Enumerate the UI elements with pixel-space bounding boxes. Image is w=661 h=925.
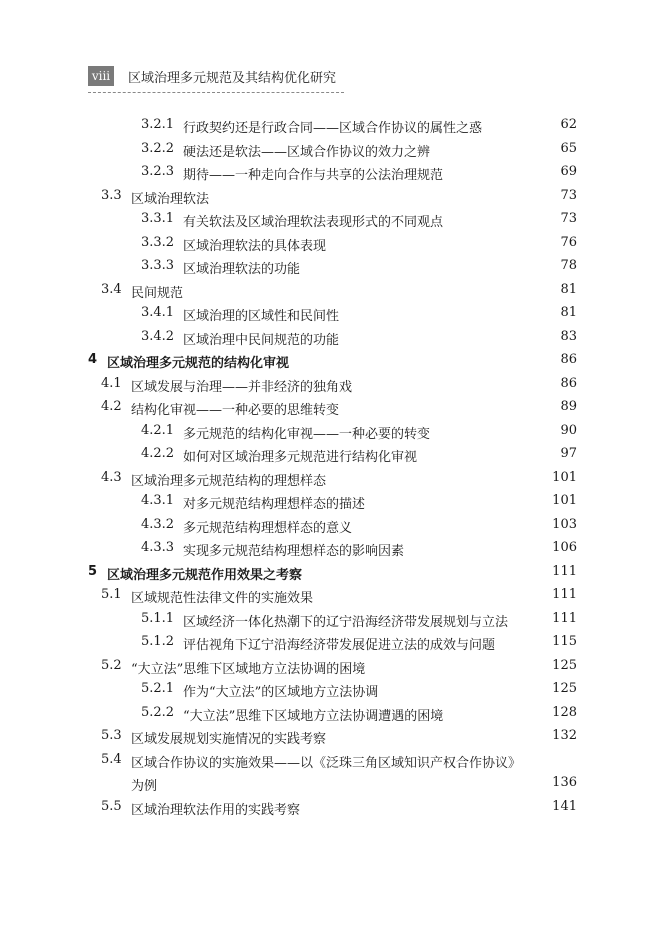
toc-entry-title: 期待——一种走向合作与共享的公法治理规范 [183, 168, 444, 183]
toc-entry-title: 区域治理中民间规范的功能 [183, 332, 340, 348]
toc-entry-page: 73 [560, 187, 577, 203]
toc-entry[interactable] [0, 681, 661, 703]
toc-entry[interactable] [0, 282, 661, 304]
toc-entry[interactable] [0, 540, 661, 562]
toc-entry-number: 4.3.2 [141, 516, 175, 532]
toc-entry-title: 多元规范结构理想样态的意义 [183, 520, 353, 536]
header-divider [88, 92, 344, 93]
running-title: 区域治理多元规范及其结构优化研究 [128, 71, 337, 86]
toc-entry-page: 132 [552, 728, 577, 743]
toc-entry-title: 评估视角下辽宁沿海经济带发展促进立法的成效与问题 [183, 638, 496, 653]
toc-entry-number: 4 [88, 352, 98, 367]
toc-entry-title: 为例 [131, 779, 158, 794]
toc-entry-page: 125 [552, 681, 577, 696]
toc-entry[interactable] [0, 188, 661, 210]
toc-entry[interactable] [0, 775, 661, 797]
toc-entry-page: 86 [560, 352, 577, 367]
toc-entry[interactable] [0, 376, 661, 398]
toc-entry-title: 对多元规范结构理想样态的描述 [183, 497, 366, 512]
toc-entry-page: 86 [560, 375, 577, 391]
toc-entry-page: 125 [552, 657, 577, 673]
toc-entry-number: 4.3 [101, 469, 122, 485]
toc-entry[interactable] [0, 164, 661, 186]
toc-entry[interactable] [0, 728, 661, 750]
toc-entry-title: 结构化审视——一种必要的思维转变 [131, 403, 340, 418]
toc-entry-page: 115 [552, 634, 577, 649]
toc-entry[interactable] [0, 446, 661, 468]
toc-entry-title: 区域经济一体化热潮下的辽宁沿海经济带发展规划与立法 [183, 614, 509, 630]
toc-entry-number: 4.3.3 [141, 540, 175, 555]
toc-entry-page: 83 [560, 328, 577, 344]
toc-entry-number: 3.2.2 [141, 140, 175, 156]
toc-entry-title: 区域治理软法的功能 [183, 262, 301, 277]
toc-entry[interactable] [0, 658, 661, 680]
toc-entry-page: 101 [552, 469, 577, 485]
toc-entry[interactable] [0, 141, 661, 163]
toc-entry-page: 76 [560, 234, 577, 250]
toc-entry-number: 3.3.1 [141, 211, 175, 226]
toc-entry-page: 78 [560, 258, 577, 273]
toc-entry-page: 111 [552, 563, 577, 579]
toc-entry-number: 3.2.3 [141, 164, 175, 179]
toc-entry[interactable] [0, 587, 661, 609]
toc-entry-number: 5 [88, 563, 98, 579]
toc-entry-title: 区域治理多元规范结构的理想样态 [131, 473, 327, 489]
toc-entry-title: “大立法”思维下区域地方立法协调的困境 [131, 661, 366, 677]
toc-entry-title: 作为“大立法”的区域地方立法协调 [183, 685, 379, 700]
toc-entry-number: 4.2.1 [141, 422, 175, 438]
toc-entry[interactable] [0, 611, 661, 633]
toc-entry-number: 5.4 [101, 751, 122, 767]
toc-entry-page: 136 [552, 775, 577, 790]
toc-entry[interactable] [0, 799, 661, 821]
toc-entry-title: 行政契约还是行政合同——区域合作协议的属性之惑 [183, 121, 483, 136]
toc-entry-page: 106 [552, 540, 577, 555]
toc-entry[interactable] [0, 399, 661, 421]
toc-entry[interactable] [0, 211, 661, 233]
toc-entry-number: 5.5 [101, 798, 122, 814]
toc-entry-number: 3.2.1 [141, 117, 175, 132]
toc-entry-title: 区域发展与治理——并非经济的独角戏 [131, 379, 353, 395]
toc-entry-page: 69 [560, 164, 577, 179]
toc-entry[interactable] [0, 329, 661, 351]
toc-entry[interactable] [0, 517, 661, 539]
toc-entry-number: 4.2 [101, 399, 122, 414]
toc-entry-page: 111 [552, 587, 577, 602]
toc-entry[interactable] [0, 258, 661, 280]
toc-entry-title: 多元规范的结构化审视——一种必要的转变 [183, 426, 431, 442]
toc-entry-number: 3.4.2 [141, 328, 175, 344]
toc-entry[interactable] [0, 235, 661, 257]
toc-entry-page: 97 [560, 446, 577, 461]
toc-entry-title: 区域发展规划实施情况的实践考察 [131, 732, 327, 747]
toc-entry-title: 实现多元规范结构理想样态的影响因素 [183, 544, 405, 559]
toc-entry[interactable] [0, 305, 661, 327]
toc-entry[interactable] [0, 705, 661, 727]
toc-entry[interactable] [0, 564, 661, 586]
toc-entry-number: 4.2.2 [141, 446, 175, 461]
toc-entry-number: 5.2 [101, 657, 122, 673]
toc-entry-title: 区域规范性法律文件的实施效果 [131, 591, 314, 606]
toc-entry-number: 5.1.1 [141, 610, 175, 626]
toc-entry-page: 128 [552, 704, 577, 720]
toc-entry-number: 5.2.1 [141, 681, 175, 696]
toc-entry-number: 3.3.3 [141, 258, 175, 273]
toc-entry-page: 81 [560, 305, 577, 320]
toc-entry-title: 区域治理软法作用的实践考察 [131, 802, 301, 818]
toc-entry-page: 90 [560, 422, 577, 438]
toc-entry-number: 4.3.1 [141, 493, 175, 508]
toc-entry-page: 62 [560, 117, 577, 132]
toc-entry-title: 区域治理多元规范作用效果之考察 [107, 567, 303, 583]
toc-entry-title: 民间规范 [131, 285, 184, 301]
toc-entry[interactable] [0, 470, 661, 492]
toc-entry-number: 3.4.1 [141, 305, 175, 320]
toc-entry-title: 如何对区域治理多元规范进行结构化审视 [183, 450, 418, 465]
toc-entry-title: 区域治理软法 [131, 191, 210, 207]
toc-entry-page: 141 [552, 798, 577, 814]
toc-entry[interactable] [0, 493, 661, 515]
toc-entry-page: 101 [552, 493, 577, 508]
toc-entry-title: 硬法还是软法——区域合作协议的效力之辨 [183, 144, 431, 160]
toc-entry-number: 5.3 [101, 728, 122, 743]
toc-entry-page: 111 [552, 610, 577, 626]
page-number-badge: viii [88, 66, 114, 86]
toc-entry-page: 81 [560, 281, 577, 297]
toc-entry[interactable] [0, 117, 661, 139]
toc-entry-number: 3.3 [101, 187, 122, 203]
toc-entry-number: 4.1 [101, 375, 122, 391]
toc-entry-title: 区域治理多元规范的结构化审视 [107, 356, 290, 371]
toc-entry-number: 3.3.2 [141, 234, 175, 250]
toc-entry-title: 区域治理的区域性和民间性 [183, 309, 340, 324]
toc-entry-number: 5.1 [101, 587, 122, 602]
toc-entry[interactable] [0, 752, 661, 774]
toc-entry-page: 89 [560, 399, 577, 414]
toc-entry-number: 5.1.2 [141, 634, 175, 649]
toc-entry-title: 区域治理软法的具体表现 [183, 238, 327, 254]
toc-entry[interactable] [0, 352, 661, 374]
toc-entry-title: “大立法”思维下区域地方立法协调遭遇的困境 [183, 708, 444, 724]
toc-entry-title: 区域合作协议的实施效果——以《泛珠三角区域知识产权合作协议》 [131, 755, 522, 771]
toc-entry-title: 有关软法及区域治理软法表现形式的不同观点 [183, 215, 444, 230]
toc-entry[interactable] [0, 423, 661, 445]
toc-entry-page: 65 [560, 140, 577, 156]
toc-entry[interactable] [0, 634, 661, 656]
toc-entry-page: 73 [560, 211, 577, 226]
toc-entry-number: 3.4 [101, 281, 122, 297]
toc-entry-page: 103 [552, 516, 577, 532]
toc-entry-number: 5.2.2 [141, 704, 175, 720]
